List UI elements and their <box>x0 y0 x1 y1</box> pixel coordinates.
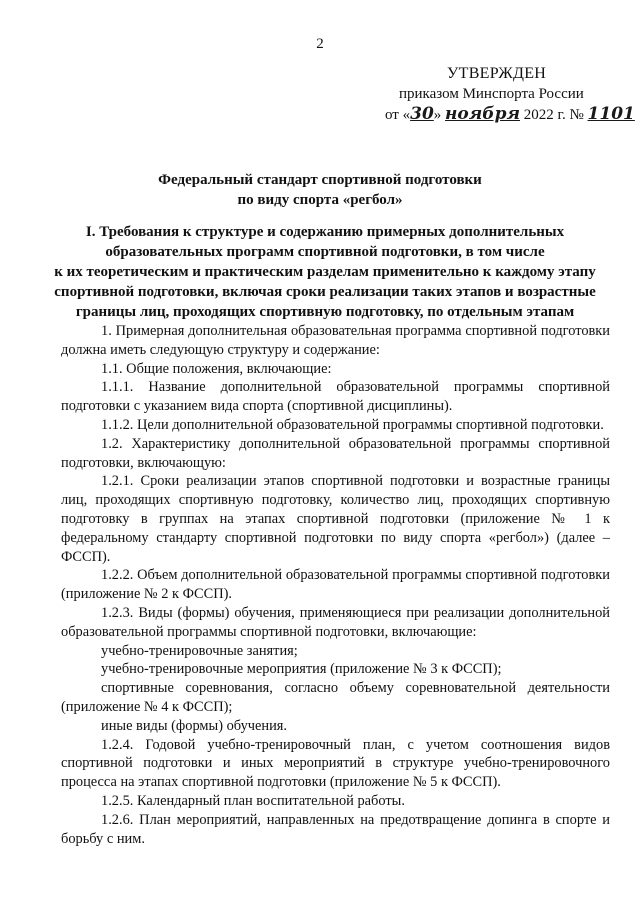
section-title-line: спортивной подготовки, включая сроки реализации таких этапов и возрастные <box>54 284 596 300</box>
document-title <box>0 170 640 210</box>
section-title <box>40 222 610 322</box>
paragraph: 1.2. Характеристику дополнительной образовательной программы спортивной подготовки, включающую: <box>61 435 610 471</box>
section-title-line: I. Требования к структуре и содержанию примерных дополнительных <box>85 224 565 240</box>
section-title-line: образовательных программ спортивной подготовки, в том числе <box>105 244 545 260</box>
paragraph: 1.1. Общие положения, включающие: <box>101 360 332 377</box>
document-title-line: Федеральный стандарт спортивной подготовки <box>158 172 482 188</box>
paragraph: 1.2.5. Календарный план воспитательной работы. <box>101 792 405 809</box>
paragraph: 1. Примерная дополнительная образовательная программа спортивной подготовки должна иметь следующую структуру и содержание: <box>61 323 610 358</box>
approval-stamp <box>385 64 635 125</box>
list-item: учебно-тренировочные мероприятия (приложение № 3 к ФССП); <box>101 661 502 678</box>
paragraph: 1.2.2. Объем дополнительной образовательной программы спортивной подготовки (приложение № 2 к ФССП). <box>61 567 610 603</box>
paragraph: 1.2.3. Виды (формы) обучения, применяющиеся при реализации дополнительной образовательной программы спортивной подготовки, включающие: <box>61 604 610 640</box>
approval-title: УТВЕРЖДЕН <box>447 65 547 82</box>
approval-date-quote: » <box>433 107 442 123</box>
handwritten-order-number: 1101 <box>587 104 635 124</box>
paragraph: 1.2.1. Сроки реализации этапов спортивной подготовки и возрастные границы лиц, проходящих спортивную подготовку, количество лиц, проходящих спортивную подготовку в группах на этапах спортивной подготовки (приложение № 1 к федеральному стандарту спортивной подготовки по виду спорта «регбол») (далее – ФССП). <box>61 473 610 565</box>
handwritten-month: ноября <box>445 104 520 124</box>
document-title-line: по виду спорта «регбол» <box>237 192 403 208</box>
list-item: иные виды (формы) обучения. <box>101 717 288 734</box>
document-body <box>61 322 610 848</box>
paragraph: 1.1.1. Название дополнительной образовательной программы спортивной подготовки с указанием вида спорта (спортивной дисциплины). <box>61 379 610 415</box>
list-item: спортивные соревнования, согласно объему соревновательной деятельности (приложение № 4 к ФССП); <box>61 680 610 715</box>
section-title-line: к их теоретическим и практическим разделам применительно к каждому этапу <box>54 264 596 280</box>
approval-year: 2022 г. № <box>523 107 584 123</box>
paragraph: 1.1.2. Цели дополнительной образовательной программы спортивной подготовки. <box>101 416 604 433</box>
paragraph: 1.2.6. План мероприятий, направленных на предотвращение допинга в спорте и борьбу с ним. <box>61 811 610 847</box>
approval-date-prefix: от « <box>385 107 411 123</box>
approval-order-line: приказом Минспорта России <box>399 86 584 102</box>
section-title-line: границы лиц, проходящих спортивную подготовку, по отдельным этапам <box>75 304 575 320</box>
page-number: 2 <box>316 36 324 52</box>
list-item: учебно-тренировочные занятия; <box>101 642 298 659</box>
paragraph: 1.2.4. Годовой учебно-тренировочный план, с учетом соотношения видов спортивной подготовки и иных мероприятий в структуре учебно-тренировочного процесса на этапах спортивной подготовки (приложение № 5 к ФССП). <box>61 736 610 791</box>
approval-date-line <box>385 104 635 125</box>
handwritten-day: 30 <box>410 104 434 124</box>
